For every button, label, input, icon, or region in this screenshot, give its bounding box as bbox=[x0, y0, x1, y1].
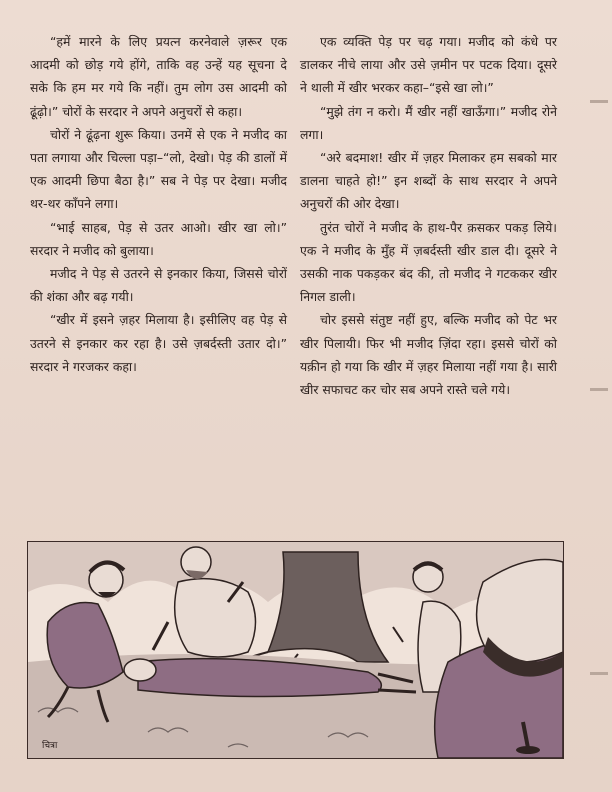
paragraph: “अरे बदमाश! खीर में ज़हर मिलाकर हम सबको मार डालना चाहते हो!” इन शब्दों के साथ सरदार ने अपने अनुचरों की ओर देखा। bbox=[300, 150, 557, 212]
paragraph: एक व्यक्ति पेड़ पर चढ़ गया। मजीद को कंधे पर डालकर नीचे लाया और उसे ज़मीन पर पटक दिया। दूसरे ने थाली में खीर भरकर कहा–“इसे खा लो।” bbox=[300, 34, 557, 96]
artist-signature: चित्रा bbox=[42, 741, 58, 751]
story-illustration bbox=[27, 541, 564, 759]
paragraph: मजीद ने पेड़ से उतरने से इनकार किया, जिससे चोरों की शंका और बढ़ गयी। bbox=[30, 266, 287, 305]
right-text-column bbox=[300, 30, 557, 401]
paragraph: तुरंत चोरों ने मजीद के हाथ-पैर क़सकर पकड़ लिये। एक ने मजीद के मुँह में ज़बर्दस्ती खीर डाल दी। दूसरे ने उसकी नाक पकड़कर बंद की, तो मजीद ने गटककर खीर निगल डाली। bbox=[300, 219, 557, 305]
page-edge-mark bbox=[590, 388, 608, 391]
paragraph: “हमें मारने के लिए प्रयत्न करनेवाले ज़रूर एक आदमी को छोड़ गये होंगे, ताकि वह उन्हें यह सूचना दे सके कि हम मर गये कि नहीं। तुम लोग उस आदमी को ढूंढ़ो।” चोरों के सरदार ने अपने अनुचरों से कहा। bbox=[30, 34, 287, 119]
paragraph: “खीर में इसने ज़हर मिलाया है। इसीलिए वह पेड़ से उतरने से इनकार कर रहा है। उसे ज़बर्दस्ती उतार दो।” सरदार ने गरजकर कहा। bbox=[30, 312, 287, 374]
paragraph: चोर इससे संतुष्ट नहीं हुए, बल्कि मजीद को पेट भर खीर पिलायी। फिर भी मजीद ज़िंदा रहा। इससे चोरों को यक़ीन हो गया कि खीर में ज़हर मिलाया नहीं गया है। सारी खीर सफाचट कर चोर सब अपने रास्ते चले गये। bbox=[300, 312, 557, 398]
paragraph: “भाई साहब, पेड़ से उतर आओ। खीर खा लो।” सरदार ने मजीद को बुलाया। bbox=[30, 219, 287, 258]
paragraph: चोरों ने ढूंढ़ना शुरू किया। उनमें से एक ने मजीद का पता लगाया और चिल्ला पड़ा–“लो, देखो। पेड़ की डालों में एक आदमी छिपा बैठा है।” सब ने पेड़ पर देखा। मजीद थर-थर काँपने लगा। bbox=[30, 126, 287, 212]
paragraph: “मुझे तंग न करो। मैं खीर नहीं खाऊँगा।” मजीद रोने लगा। bbox=[300, 103, 557, 142]
page-edge-mark bbox=[590, 672, 608, 675]
left-text-column bbox=[30, 30, 287, 378]
page-edge-mark bbox=[590, 100, 608, 103]
illustration-scene bbox=[28, 542, 563, 758]
